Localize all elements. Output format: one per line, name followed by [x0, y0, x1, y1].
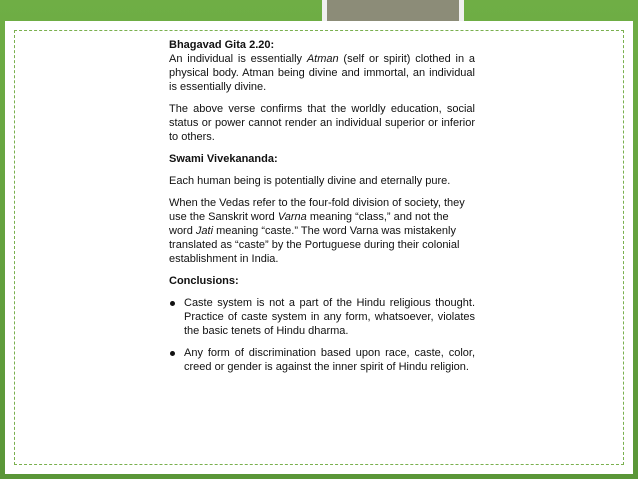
- vivekananda-heading: Swami Vivekananda:: [169, 153, 278, 165]
- atman-word: Atman: [306, 53, 339, 65]
- gita-heading: Bhagavad Gita 2.20:: [169, 39, 275, 51]
- slide-text: [169, 38, 475, 374]
- conclusion-text: Caste system is not a part of the Hindu religious thought. Practice of caste system in any form, whatsoever, violates the basic tenets of Hindu dharma.: [184, 297, 475, 337]
- gita-text-b: (self or spirit) clothed in a physical body. Atman being divine and immortal, an individual is essentially divine.: [169, 53, 475, 93]
- vedas-part2: meaning “class,” and not the word: [169, 211, 449, 237]
- vedas-part3: meaning “caste.” The word Varna was mistakenly translated as “caste” by the Portuguese during their colonial establishment in India.: [169, 225, 460, 265]
- gita-text: [169, 52, 475, 94]
- bullet-icon: [170, 301, 175, 306]
- list-item: [169, 296, 475, 338]
- conclusion-text: Any form of discrimination based upon race, caste, color, creed or gender is against the inner spirit of Hindu religion.: [184, 347, 475, 373]
- gita-text-a: An individual is essentially: [169, 53, 307, 65]
- vedas-text: [169, 196, 475, 266]
- vedas-part1: When the Vedas refer to the four-fold division of society, they use the Sanskrit word: [169, 197, 465, 223]
- conclusions-list: [169, 296, 475, 374]
- bullet-icon: [170, 351, 175, 356]
- conclusions-heading: Conclusions:: [169, 275, 239, 287]
- verse-note: The above verse confirms that the worldly education, social status or power cannot render an individual superior or inferior to others.: [169, 103, 475, 143]
- vivekananda-quote: Each human being is potentially divine and eternally pure.: [169, 175, 451, 187]
- jati-word: Jati: [195, 225, 214, 237]
- varna-word: Varna: [277, 211, 307, 223]
- list-item: [169, 346, 475, 374]
